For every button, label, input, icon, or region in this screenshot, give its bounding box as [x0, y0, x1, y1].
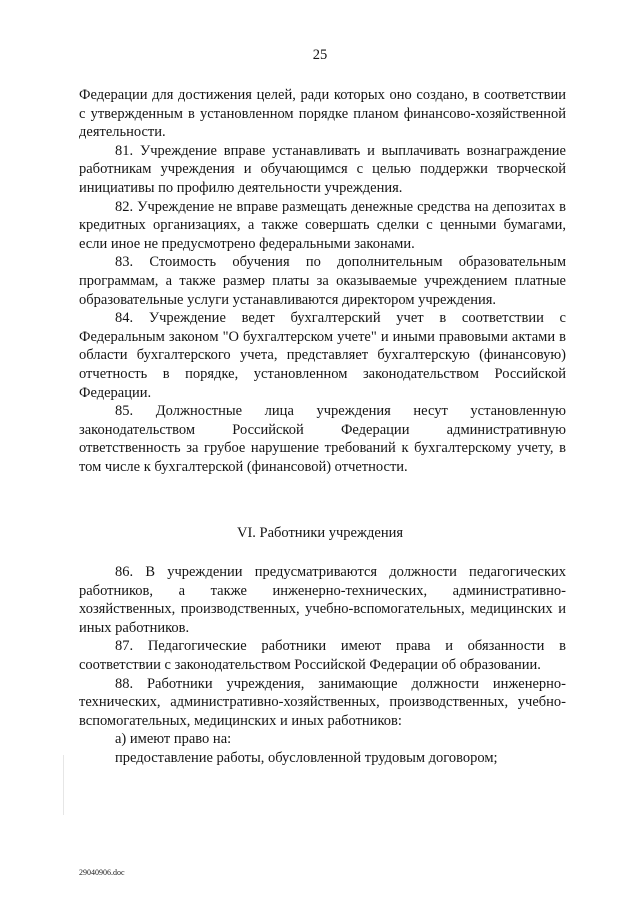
section-heading: VI. Работники учреждения — [236, 525, 404, 541]
margin-scan-mark — [63, 755, 64, 815]
paragraph: 87. Педагогические работники имеют права и обязанности в соответствии с законодательством Российской Федерации об образовании. — [79, 638, 566, 673]
section-two-body — [79, 563, 566, 768]
page-number: 25 — [312, 47, 328, 63]
paragraph: 85. Должностные лица учреждения несут установленную законодательством Российской Федерации административную ответственность за грубое нарушение требований к бухгалтерскому учету, в том числе к бухгалтерской (финансовой) отчетности. — [79, 403, 566, 475]
paragraph: а) имеют право на: — [115, 731, 232, 748]
paragraph: предоставление работы, обусловленной трудовым договором; — [115, 749, 498, 766]
paragraph: 86. В учреждении предусматриваются должности педагогических работников, а также инженерно-технических, административно-хозяйственных, производственных, учебно-вспомогательных, медицинских и иных работников. — [79, 564, 566, 636]
footer-file-name: 29040906.doc — [79, 868, 125, 877]
paragraph: Федерации для достижения целей, ради которых оно создано, в соответствии с утвержденным в установленном порядке планом финансово-хозяйственной деятельности. — [79, 87, 566, 141]
paragraph: 81. Учреждение вправе устанавливать и выплачивать вознаграждение работникам учреждения и обучающимся с целью поддержки творческой инициативы по профилю деятельности учреждения. — [79, 142, 566, 196]
paragraph: 83. Стоимость обучения по дополнительным образовательным программам, а также размер платы за оказываемые учреждением платные образовательные услуги устанавливаются директором учреждения. — [79, 254, 566, 308]
section-one-body — [79, 86, 566, 476]
paragraph: 82. Учреждение не вправе размещать денежные средства на депозитах в кредитных организациях, а также совершать сделки с ценными бумагами, если иное не предусмотрено федеральными законами. — [79, 198, 566, 252]
paragraph: 84. Учреждение ведет бухгалтерский учет в соответствии с Федеральным законом "О бухгалтерском учете" и иными правовыми актами в области бухгалтерского учета, представляет бухгалтерскую (финансовую) отчетность в порядке, установленном законодательством Российской Федерации. — [79, 310, 566, 401]
paragraph: 88. Работники учреждения, занимающие должности инженерно-технических, административно-хозяйственных, производственных, учебно-вспомогательных, медицинских и иных работников: — [79, 675, 566, 729]
